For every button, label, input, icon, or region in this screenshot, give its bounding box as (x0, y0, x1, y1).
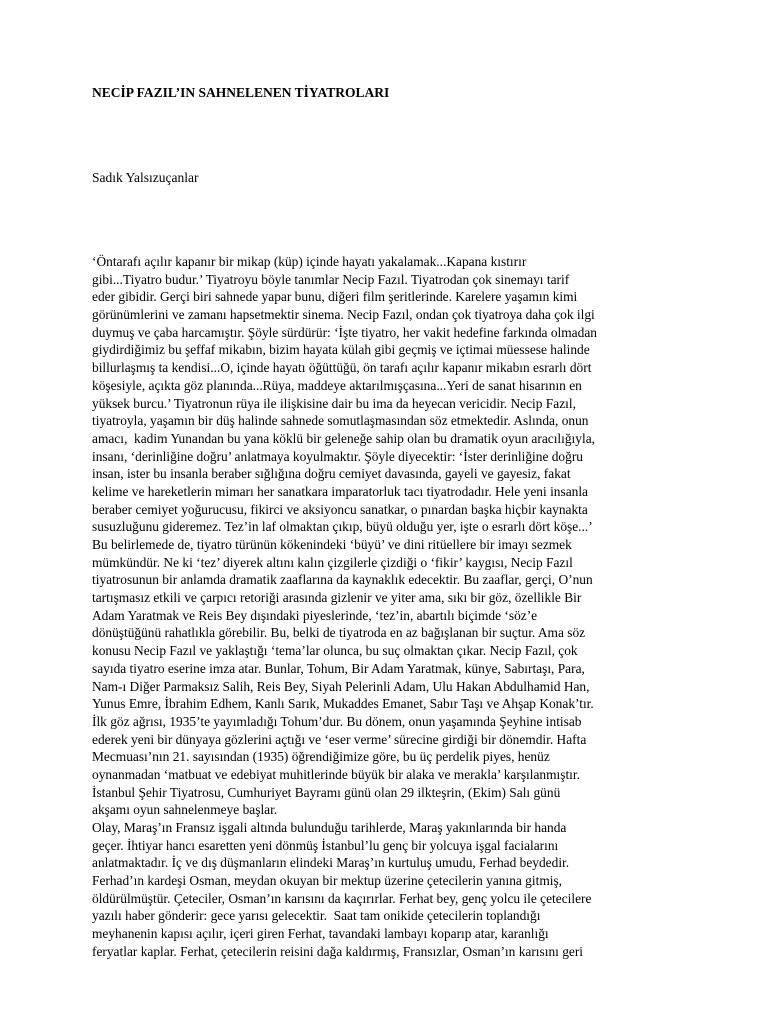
text-line: geçer. İhtiyar hancı esaretten yeni dönmüş İstanbul’lu genç bir yolcuya işgal facialarını (92, 837, 559, 853)
text-line: Adam Yaratmak ve Reis Bey dışındaki piyeslerinde, ‘tez’in, abartılı biçimde ‘söz’e (92, 607, 538, 623)
text-line: Nam-ı Diğer Parmaksız Salih, Reis Bey, Siyah Pelerinli Adam, Ulu Hakan Abdulhamid Han, (92, 678, 590, 694)
text-line: Olay, Maraş’ın Fransız işgali altında bulunduğu tarihlerde, Maraş yakınlarında bir handa (92, 820, 567, 835)
text-line: feryatlar kaplar. Ferhat, çetecilerin reisini dağa kaldırmış, Fransızlar, Osman’ın karısını geri (92, 943, 584, 959)
text-line: tartışmasız etkili ve çarpıcı retoriği arasında gizlenir ve yiter ama, sıkı bir göz, özellikle Bir (92, 590, 582, 606)
author-name: Sadık Yalsızuçanlar (92, 170, 199, 185)
text-line: billurlaşmış ta kendisi...O, içinde hayatı öğüttüğü, ön tarafı açılır kapanır mikabın esrarlı dört (92, 360, 592, 376)
text-line: anlatmaktadır. İç ve dış düşmanların elindeki Maraş’ın kurtuluş umudu, Ferhad beydedir. (92, 855, 570, 871)
text-line: Mecmuası’nın 21. sayısından (1935) öğrendiğimize göre, bu üç perdelik piyes, henüz (92, 749, 550, 765)
text-line: konusu Necip Fazıl ve yaklaştığı ‘tema’lar olunca, bu suç olmaktan çıkar. Necip Fazıl, çok (92, 643, 578, 659)
text-line: oynanmadan ‘matbuat ve edebiyat muhitlerinde büyük bir alaka ve merakla’ karşılanmıştır. (92, 766, 580, 782)
text-line: Bu belirlemede de, tiyatro türünün kökenindeki ‘büyü’ ve dini ritüellere bir imayı sezmek (92, 537, 572, 552)
text-line: kelime ve hareketlerin mimarı her sanatkara imparatorluk tacı tiyatrodadır. Hele yeni insanla (92, 483, 588, 499)
text-line: duymuş ve çaba harcamıştır. Şöyle sürdürür: ‘İşte tiyatro, her vakit hedefine farkında olmadan (92, 324, 597, 340)
text-line: gibi...Tiyatro budur.’ Tiyatroyu böyle tanımlar Necip Fazıl. Tiyatrodan çok sinemayı tarif (92, 271, 570, 287)
text-line: Ferhad’ın kardeşi Osman, meydan okuyan bir mektup üzerine çetecilerin yanına gitmiş, (92, 873, 563, 889)
text-line: amacı, kadim Yunandan bu yana köklü bir geleneğe sahip olan bu dramatik oyun aracılığıyla, (92, 430, 595, 446)
text-line: beraber cemiyet yoğurucusu, fikirci ve aksiyoncu sanatkar, o pınardan başka hiçbir kaynakta (92, 501, 588, 517)
text-line: susuzluğunu gideremez. Tez’in laf olmaktan çıkıp, büyü olduğu yer, işte o esrarlı dört köşe...’ (92, 519, 593, 535)
text-line: yüksek burcu.’ Tiyatronun rüya ile ilişkisine dair bu ima da heyecan vericidir. Necip Fazıl, (92, 395, 576, 411)
text-line: köşesiyle, açıkta göz planında...Rüya, maddeye aktarılmışçasına...Yeri de sanat hisarının en (92, 377, 582, 393)
body-text (92, 253, 692, 961)
text-line: İstanbul Şehir Tiyatrosu, Cumhuriyet Bayramı günü olan 29 ilkteşrin, (Ekim) Salı günü (92, 784, 561, 800)
text-line: görünümlerini ve zamanı hapsetmektir sinema. Necip Fazıl, ondan çok tiyatroya daha çok ilgi (92, 307, 595, 323)
text-line: yazılı haber gönderir: gece yarısı gelecektir. Saat tam onikide çetecilerin toplandığı (92, 908, 541, 924)
text-line: eder gibidir. Gerçi biri sahnede yapar bunu, diğeri film şeritlerinde. Karelere yaşamın kimi (92, 289, 578, 305)
text-line: İlk göz ağrısı, 1935’te yayımladığı Tohum’dur. Bu dönem, onun yaşamında Şeyhine intisab (92, 713, 582, 729)
text-line: ‘Öntarafı açılır kapanır bir mikap (küp) içinde hayatı yakalamak...Kapana kıstırır (92, 254, 527, 269)
text-line: giydirdiğimiz bu şeffaf mikabın, bizim hayata külah gibi geçmiş ve içtimai müessese halinde (92, 342, 590, 358)
document-title: NECİP FAZIL’IN SAHNELENEN TİYATROLARI (92, 85, 390, 100)
text-line: mümkündür. Ne ki ‘tez’ diyerek altını kalın çizgilerle çizdiği o ‘fikir’ kaygısı, Necip Fazıl (92, 554, 573, 570)
text-line: insan, ister bu insanla beraber sığlığına doğru cemiyet davasında, gayeli ve gayesiz, fakat (92, 466, 571, 482)
text-line: ederek yeni bir dünyaya gözlerini açtığı ve ‘eser verme’ sürecine girdiği bir dönemdir. Hafta (92, 731, 587, 747)
text-line: tiyatrosunun bir anlamda dramatik zaaflarına da kaynaklık edecektir. Bu zaaflar, gerçi, O’nun (92, 572, 593, 588)
text-line: sayıda tiyatro eserine imza atar. Bunlar, Tohum, Bir Adam Yaratmak, künye, Sabırtaşı, Para, (92, 660, 585, 676)
text-line: tiyatroyla, yaşamın bir düş halinde sahnede somutlaşmasından söz etmektedir. Aslında, onun (92, 413, 589, 429)
text-line: öldürülmüştür. Çeteciler, Osman’ın karısını da kaçırırlar. Ferhat bey, genç yolcu ile çetecilere (92, 890, 592, 906)
text-line: Yunus Emre, İbrahim Edhem, Kanlı Sarık, Mukaddes Emanet, Sabır Taşı ve Ahşap Konak’tır. (92, 696, 594, 712)
text-line: meyhanenin kapısı açılır, içeri giren Ferhat, tavandaki lambayı koparıp atar, karanlığı (92, 926, 549, 942)
text-line: dönüştüğünü rahatlıkla görebilir. Bu, belki de tiyatroda en az bağışlanan bir suçtur. Ama söz (92, 625, 586, 641)
text-line: akşamı oyun sahnelenmeye başlar. (92, 802, 278, 818)
text-line: insanı, ‘derinliğine doğru’ anlatmaya koyulmaktır. Şöyle diyecektir: ‘İster derinliğine doğru (92, 448, 583, 464)
